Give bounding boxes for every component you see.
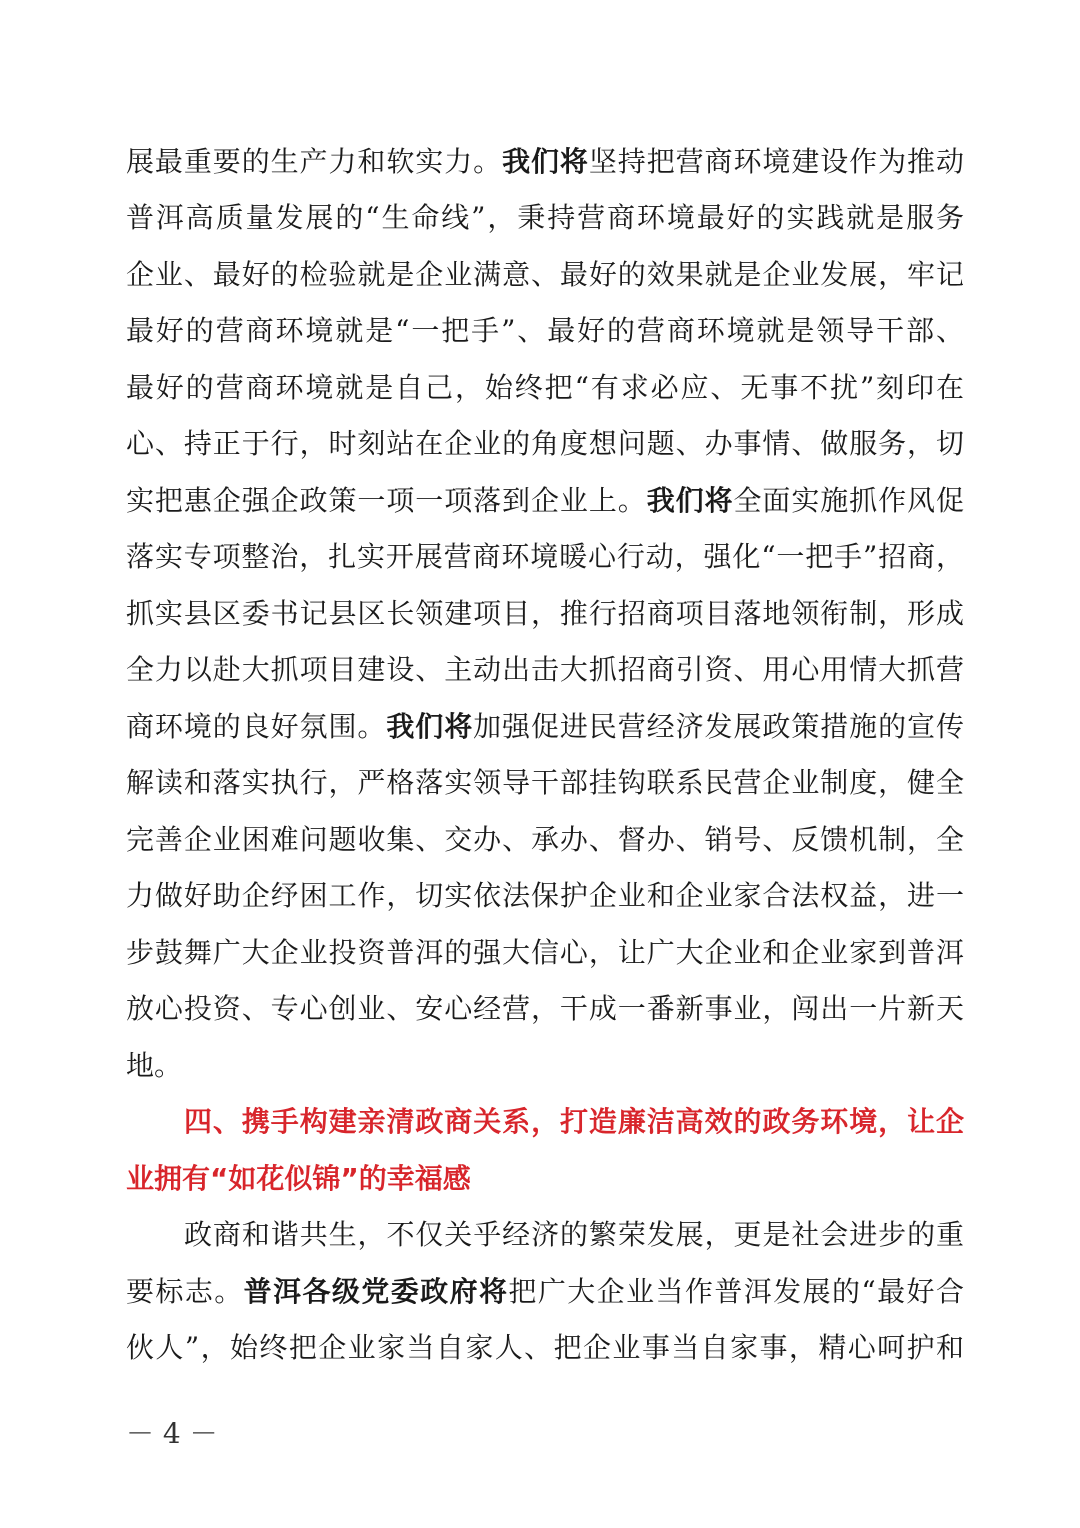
body-line-9: [126, 594, 964, 634]
body-text: 最好的营商环境就是自己，始终把“有求必应、无事不扰”刻印在: [126, 371, 964, 404]
body-text: 全力以赴大抓项目建设、主动出击大抓招商引资、用心用情大抓营: [126, 653, 964, 686]
body-text: 把广大企业当作普洱发展的“最好合: [508, 1275, 964, 1308]
body-text: 伙人”，始终把企业家当自家人、把企业事当自家事，精心呵护和: [126, 1331, 964, 1364]
body-line-5: [126, 368, 964, 408]
emphasis-text: 普洱各级党委政府将: [243, 1275, 509, 1308]
body-line-6: [126, 424, 964, 464]
body-line-17: [126, 1046, 964, 1086]
body-text: 心、持正于行，时刻站在企业的角度想问题、办事情、做服务，切: [126, 427, 964, 460]
body-text: 普洱高质量发展的“生命线”，秉持营商环境最好的实践就是服务: [126, 201, 964, 234]
body-text: 力做好助企纾困工作，切实依法保护企业和企业家合法权益，进一: [126, 879, 964, 912]
body-text: 地。: [126, 1049, 183, 1082]
body-text: 全面实施抓作风促: [733, 484, 964, 517]
body-line-11: [126, 707, 964, 747]
body-text: 商环境的良好氛围。: [126, 710, 387, 743]
body-text: 解读和落实执行，严格落实领导干部挂钩联系民营企业制度，健全: [126, 766, 964, 799]
body-text: 步鼓舞广大企业投资普洱的强大信心，让广大企业和企业家到普洱: [126, 936, 964, 969]
section-heading-line-1: 四、携手构建亲清政商关系，打造廉洁高效的政务环境，让企: [184, 1105, 964, 1138]
page-number: － 4 －: [126, 1417, 218, 1450]
body-text: 要标志。: [126, 1275, 244, 1308]
body-line-16: [126, 989, 964, 1029]
body-line-4: [126, 311, 964, 351]
body-text: 政商和谐共生，不仅关乎经济的繁荣发展，更是社会进步的重: [184, 1218, 964, 1251]
emphasis-text: 我们将: [502, 145, 589, 178]
body-line-2: [126, 198, 964, 238]
body-line-3: [126, 255, 964, 295]
body-line-14: [126, 876, 964, 916]
body-line-10: [126, 650, 964, 690]
body-line-13: [126, 820, 964, 860]
body-line-12: [126, 763, 964, 803]
body-text: 坚持把营商环境建设作为推动: [588, 145, 964, 178]
body-text: 企业、最好的检验就是企业满意、最好的效果就是企业发展，牢记: [126, 258, 964, 291]
body-line-15: [126, 933, 964, 973]
emphasis-text: 我们将: [646, 484, 734, 517]
body-line-7: [126, 481, 964, 521]
body-text: 实把惠企强企政策一项一项落到企业上。: [126, 484, 647, 517]
body-text: 完善企业困难问题收集、交办、承办、督办、销号、反馈机制，全: [126, 823, 964, 856]
body-text: 展最重要的生产力和软实力。: [126, 145, 503, 178]
body-text: 最好的营商环境就是“一把手”、最好的营商环境就是领导干部、: [126, 314, 964, 347]
body-text: 抓实县区委书记县区长领建项目，推行招商项目落地领衔制，形成: [126, 597, 964, 630]
para2-line-1: [184, 1215, 964, 1255]
body-text: 落实专项整治，扎实开展营商环境暖心行动，强化“一把手”招商，: [126, 540, 964, 573]
para2-line-3: [126, 1328, 964, 1368]
section-heading-line-2: 业拥有“如花似锦”的幸福感: [126, 1162, 471, 1195]
body-text: 加强促进民营经济发展政策措施的宣传: [473, 710, 964, 743]
emphasis-text: 我们将: [386, 710, 474, 743]
body-line-1: [126, 142, 964, 182]
body-line-8: [126, 537, 964, 577]
body-text: 放心投资、专心创业、安心经营，干成一番新事业，闯出一片新天: [126, 992, 964, 1025]
para2-line-2: [126, 1272, 964, 1312]
